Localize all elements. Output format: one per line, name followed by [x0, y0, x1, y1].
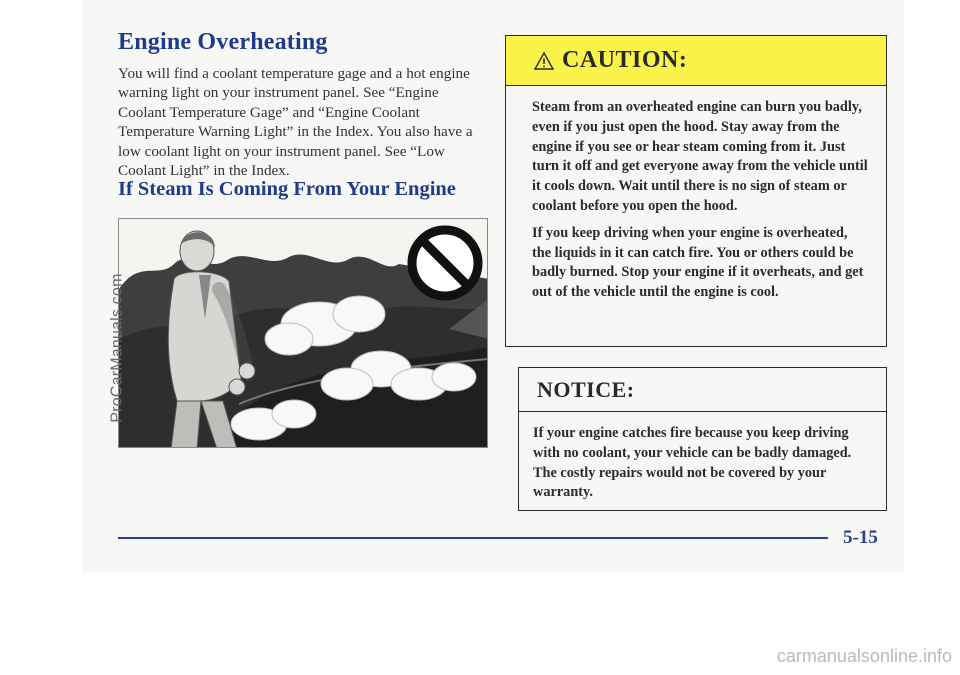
warning-triangle-icon	[534, 51, 554, 71]
footer-rule	[118, 537, 828, 539]
caution-paragraph-1: Steam from an overheated engine can burn you badly, even if you just open the hood. Stay away from the engine if you see or hear steam coming from it. Just turn it off and get everyone away from the vehicle until it cools down. Wait until there is no sign of steam or coolant before you open the hood.	[532, 99, 868, 214]
notice-paragraph: If your engine catches fire because you keep driving with no coolant, your vehicle can be badly damaged. The costly repairs would not be covered by your warranty.	[533, 425, 852, 501]
caution-paragraph-2: If you keep driving when your engine is overheated, the liquids in it can catch fire. You or others could be badly burned. Stop your engine if it overheats, and get out of the vehicle until the engine is cool.	[532, 224, 864, 301]
no-symbol-icon	[412, 230, 478, 296]
notice-header	[519, 368, 886, 412]
steam-illustration	[118, 218, 488, 448]
section-title: Engine Overheating	[118, 29, 328, 55]
notice-body	[519, 412, 886, 503]
illustration-drawing	[119, 219, 488, 448]
intro-paragraph: You will find a coolant temperature gage and a hot engine warning light on your instrument panel. See “Engine Coolant Temperature Gage” and “Engine Coolant Temperature Warning Light” in the Index. You also have a low coolant light on your instrument panel. See “Low Coolant Light” in the Index.	[118, 65, 473, 180]
caution-title: CAUTION:	[562, 47, 688, 73]
subsection-title: If Steam Is Coming From Your Engine	[118, 178, 456, 200]
caution-body	[506, 86, 886, 303]
caution-box	[505, 35, 887, 347]
notice-title: NOTICE:	[537, 376, 635, 402]
side-watermark	[107, 198, 129, 498]
side-watermark-text: ProCarManuals.com	[109, 273, 127, 423]
notice-box	[518, 367, 887, 511]
bottom-watermark: carmanualsonline.info	[776, 646, 952, 666]
caution-header	[506, 36, 886, 86]
page-number: 5-15	[843, 527, 878, 548]
